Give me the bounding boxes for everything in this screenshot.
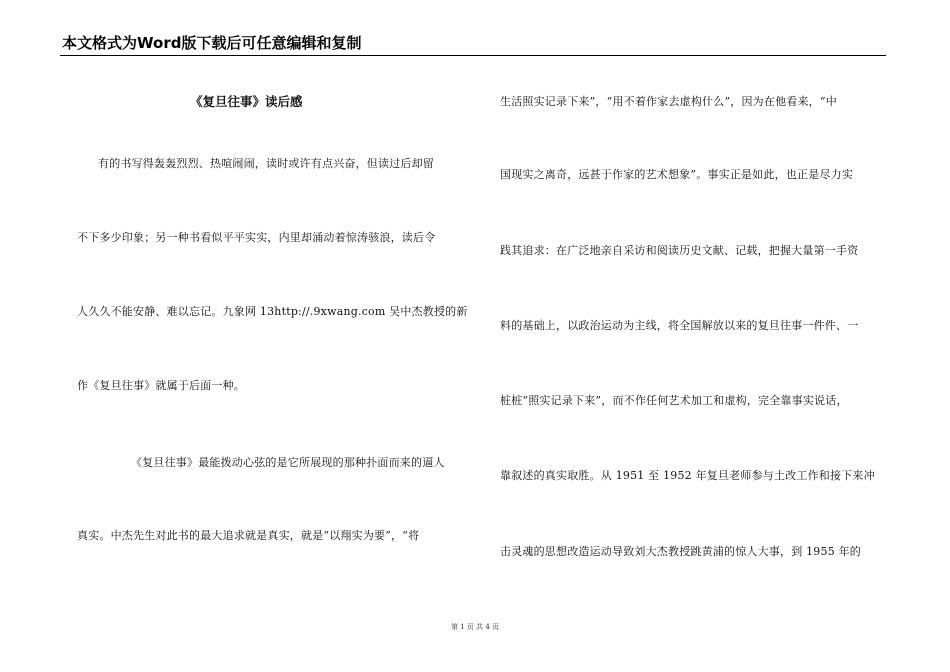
right-column-line: 料的基础上，以政治运动为主线，将全国解放以来的复旦往事一件件、一 bbox=[500, 319, 859, 332]
left-column-line: 《复旦往事》最能拨动心弦的是它所展现的那种扑面而来的逼人 bbox=[131, 456, 445, 469]
right-column-line: 生活照实记录下来”，“用不着作家去虚构什么”，因为在他看来，“中 bbox=[500, 95, 837, 108]
right-column-line: 击灵魂的思想改造运动导致刘大杰教授跳黄浦的惊人大事，到 1955 年的 bbox=[500, 545, 861, 558]
right-column-line: 践其追求：在广泛地亲自采访和阅读历史文献、记载，把握大量第一手资 bbox=[500, 244, 859, 257]
left-column-line: 有的书写得轰轰烈烈、热喧闹闹，读时或许有点兴奋，但读过后却留 bbox=[98, 157, 434, 170]
left-column-line: 不下多少印象；另一种书看似平平实实，内里却涌动着惊涛骇浪，读后令 bbox=[77, 231, 436, 244]
page-number: 第 1 页 共 4 页 bbox=[450, 623, 500, 631]
right-column-line: 国现实之离奇，远甚于作家的艺术想象”。事实正是如此，也正是尽力实 bbox=[500, 168, 854, 181]
left-column-line: 真实。中杰先生对此书的最大追求就是真实，就是“以翔实为要”，“将 bbox=[77, 529, 420, 542]
document-title: 《复旦往事》读后感 bbox=[190, 94, 303, 109]
right-column-line: 桩桩“照实记录下来”，而不作任何艺术加工和虚构，完全靠事实说话， bbox=[500, 394, 848, 407]
left-column-line: 作《复旦往事》就属于后面一种。 bbox=[77, 379, 245, 392]
document-banner: 本文格式为Word版下载后可任意编辑和复制 bbox=[62, 34, 362, 52]
right-column-line: 靠叙述的真实取胜。从 1951 至 1952 年复旦老师参与土改工作和接下来冲 bbox=[500, 469, 875, 482]
left-column-line: 人久久不能安静、难以忘记。九象网 13http://.9xwang.com 吴中杰教授的新 bbox=[77, 305, 468, 318]
banner-divider bbox=[60, 55, 886, 56]
